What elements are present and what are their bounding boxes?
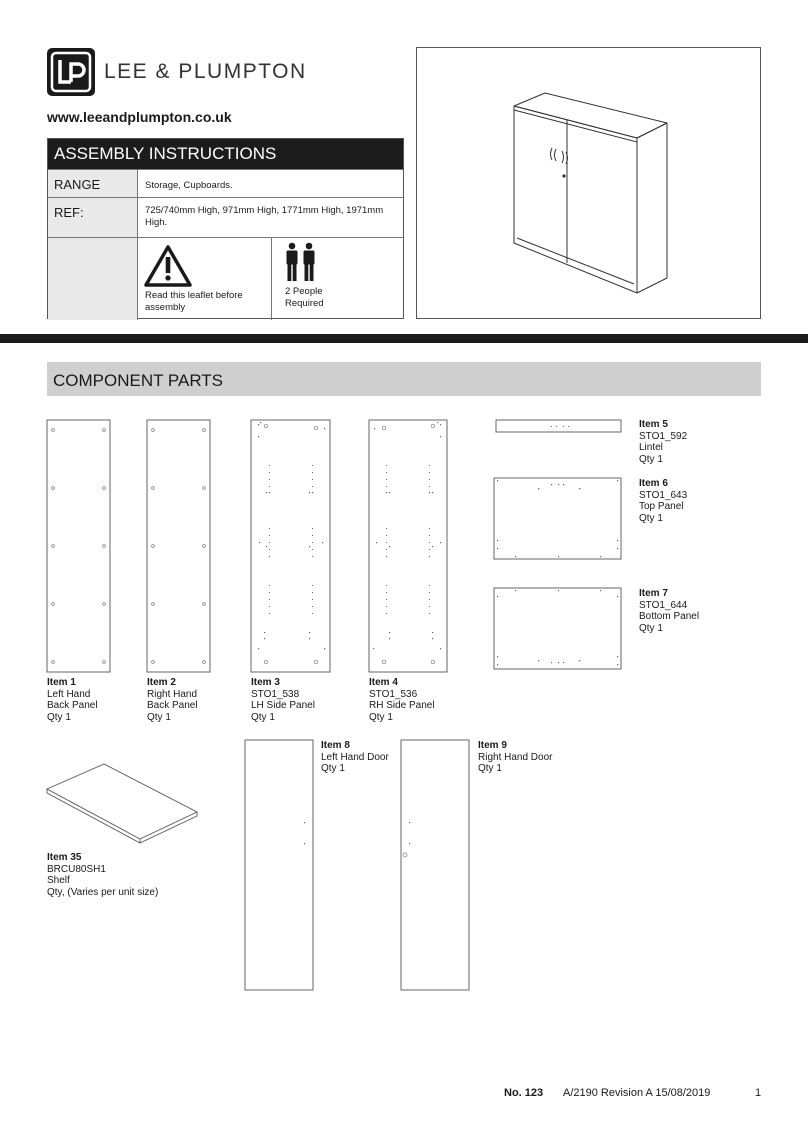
ref-value: 725/740mm High, 971mm High, 1771mm High, 1971mm High. [145, 205, 384, 228]
ref-label: REF: [48, 198, 138, 238]
item-8-line: Left Hand Door [321, 751, 389, 763]
item-2-label [147, 677, 198, 723]
warning-text: Read this leaflet before assembly [145, 290, 243, 313]
item-9-number: Item 9 [478, 740, 507, 751]
item-8-line: Qty 1 [321, 763, 345, 774]
item-9-line: Qty 1 [478, 763, 502, 774]
doc-number: No. 123 [504, 1087, 544, 1099]
item-4-number: Item 4 [369, 677, 398, 688]
item-8-number: Item 8 [321, 740, 350, 751]
item-3-line: LH Side Panel [251, 700, 315, 711]
item-5-line: STO1_592 [639, 430, 688, 442]
people-text: 2 People Required [285, 286, 324, 309]
item-2-line: Qty 1 [147, 711, 171, 723]
item-8-drawing [245, 740, 313, 990]
item-3-line: Qty 1 [251, 711, 275, 723]
item-4-line: RH Side Panel [369, 700, 435, 711]
item-7-line: Bottom Panel [639, 611, 700, 622]
item-35-label [47, 852, 158, 898]
item-6-line: STO1_643 [639, 489, 688, 501]
item-7-label [639, 588, 699, 634]
item-4-line: STO1_536 [369, 688, 418, 700]
item-1-line: Qty 1 [47, 711, 71, 723]
item-7-line: STO1_644 [639, 599, 688, 611]
item-35-number: Item 35 [47, 852, 82, 863]
item-5-line: Qty 1 [639, 453, 663, 465]
item-1-label [47, 677, 98, 723]
item-35-line: BRCU80SH1 [47, 863, 106, 875]
item-3-label [251, 677, 315, 723]
item-9-drawing [401, 740, 469, 990]
item-7-number: Item 7 [639, 588, 668, 599]
item-3-drawing [251, 420, 330, 672]
item-3-line: STO1_538 [251, 688, 300, 700]
item-1-line: Left Hand [47, 688, 91, 700]
item-2-line: Right Hand [147, 688, 198, 700]
item-7-line: Qty 1 [639, 622, 663, 634]
item-6-drawing [494, 478, 621, 559]
item-35-line: Qty, (Varies per unit size) [47, 886, 159, 898]
item-6-line: Qty 1 [639, 512, 663, 524]
brand-name: LEE & PLUMPTON [104, 60, 307, 83]
item-6-line: Top Panel [639, 501, 684, 512]
item-2-drawing [147, 420, 210, 672]
item-8-label [321, 740, 389, 775]
range-value: Storage, Cupboards. [145, 180, 233, 191]
item-9-line: Right Hand Door [478, 751, 553, 763]
item-1-number: Item 1 [47, 677, 76, 688]
item-5-label [639, 419, 687, 465]
item-3-number: Item 3 [251, 677, 280, 688]
item-5-drawing [496, 420, 621, 432]
item-35-drawing [47, 764, 197, 839]
range-label: RANGE [48, 170, 138, 198]
section-title: COMPONENT PARTS [47, 362, 761, 396]
item-6-number: Item 6 [639, 478, 668, 489]
assembly-title: ASSEMBLY INSTRUCTIONS [48, 139, 403, 169]
item-5-line: Lintel [639, 442, 663, 453]
revision-text: A/2190 Revision A 15/08/2019 [563, 1087, 711, 1099]
page-number: 1 [755, 1087, 762, 1099]
item-2-number: Item 2 [147, 677, 176, 688]
item-7-drawing [494, 588, 621, 669]
item-1-line: Back Panel [47, 700, 98, 711]
item-4-line: Qty 1 [369, 711, 393, 723]
item-2-line: Back Panel [147, 700, 198, 711]
item-1-drawing [47, 420, 110, 672]
item-9-label [478, 740, 552, 775]
item-5-number: Item 5 [639, 419, 668, 430]
item-6-label [639, 478, 687, 524]
item-4-label [369, 677, 435, 723]
website-link[interactable]: www.leeandplumpton.co.uk [47, 109, 232, 125]
item-4-drawing [369, 420, 447, 672]
item-35-line: Shelf [47, 875, 70, 886]
